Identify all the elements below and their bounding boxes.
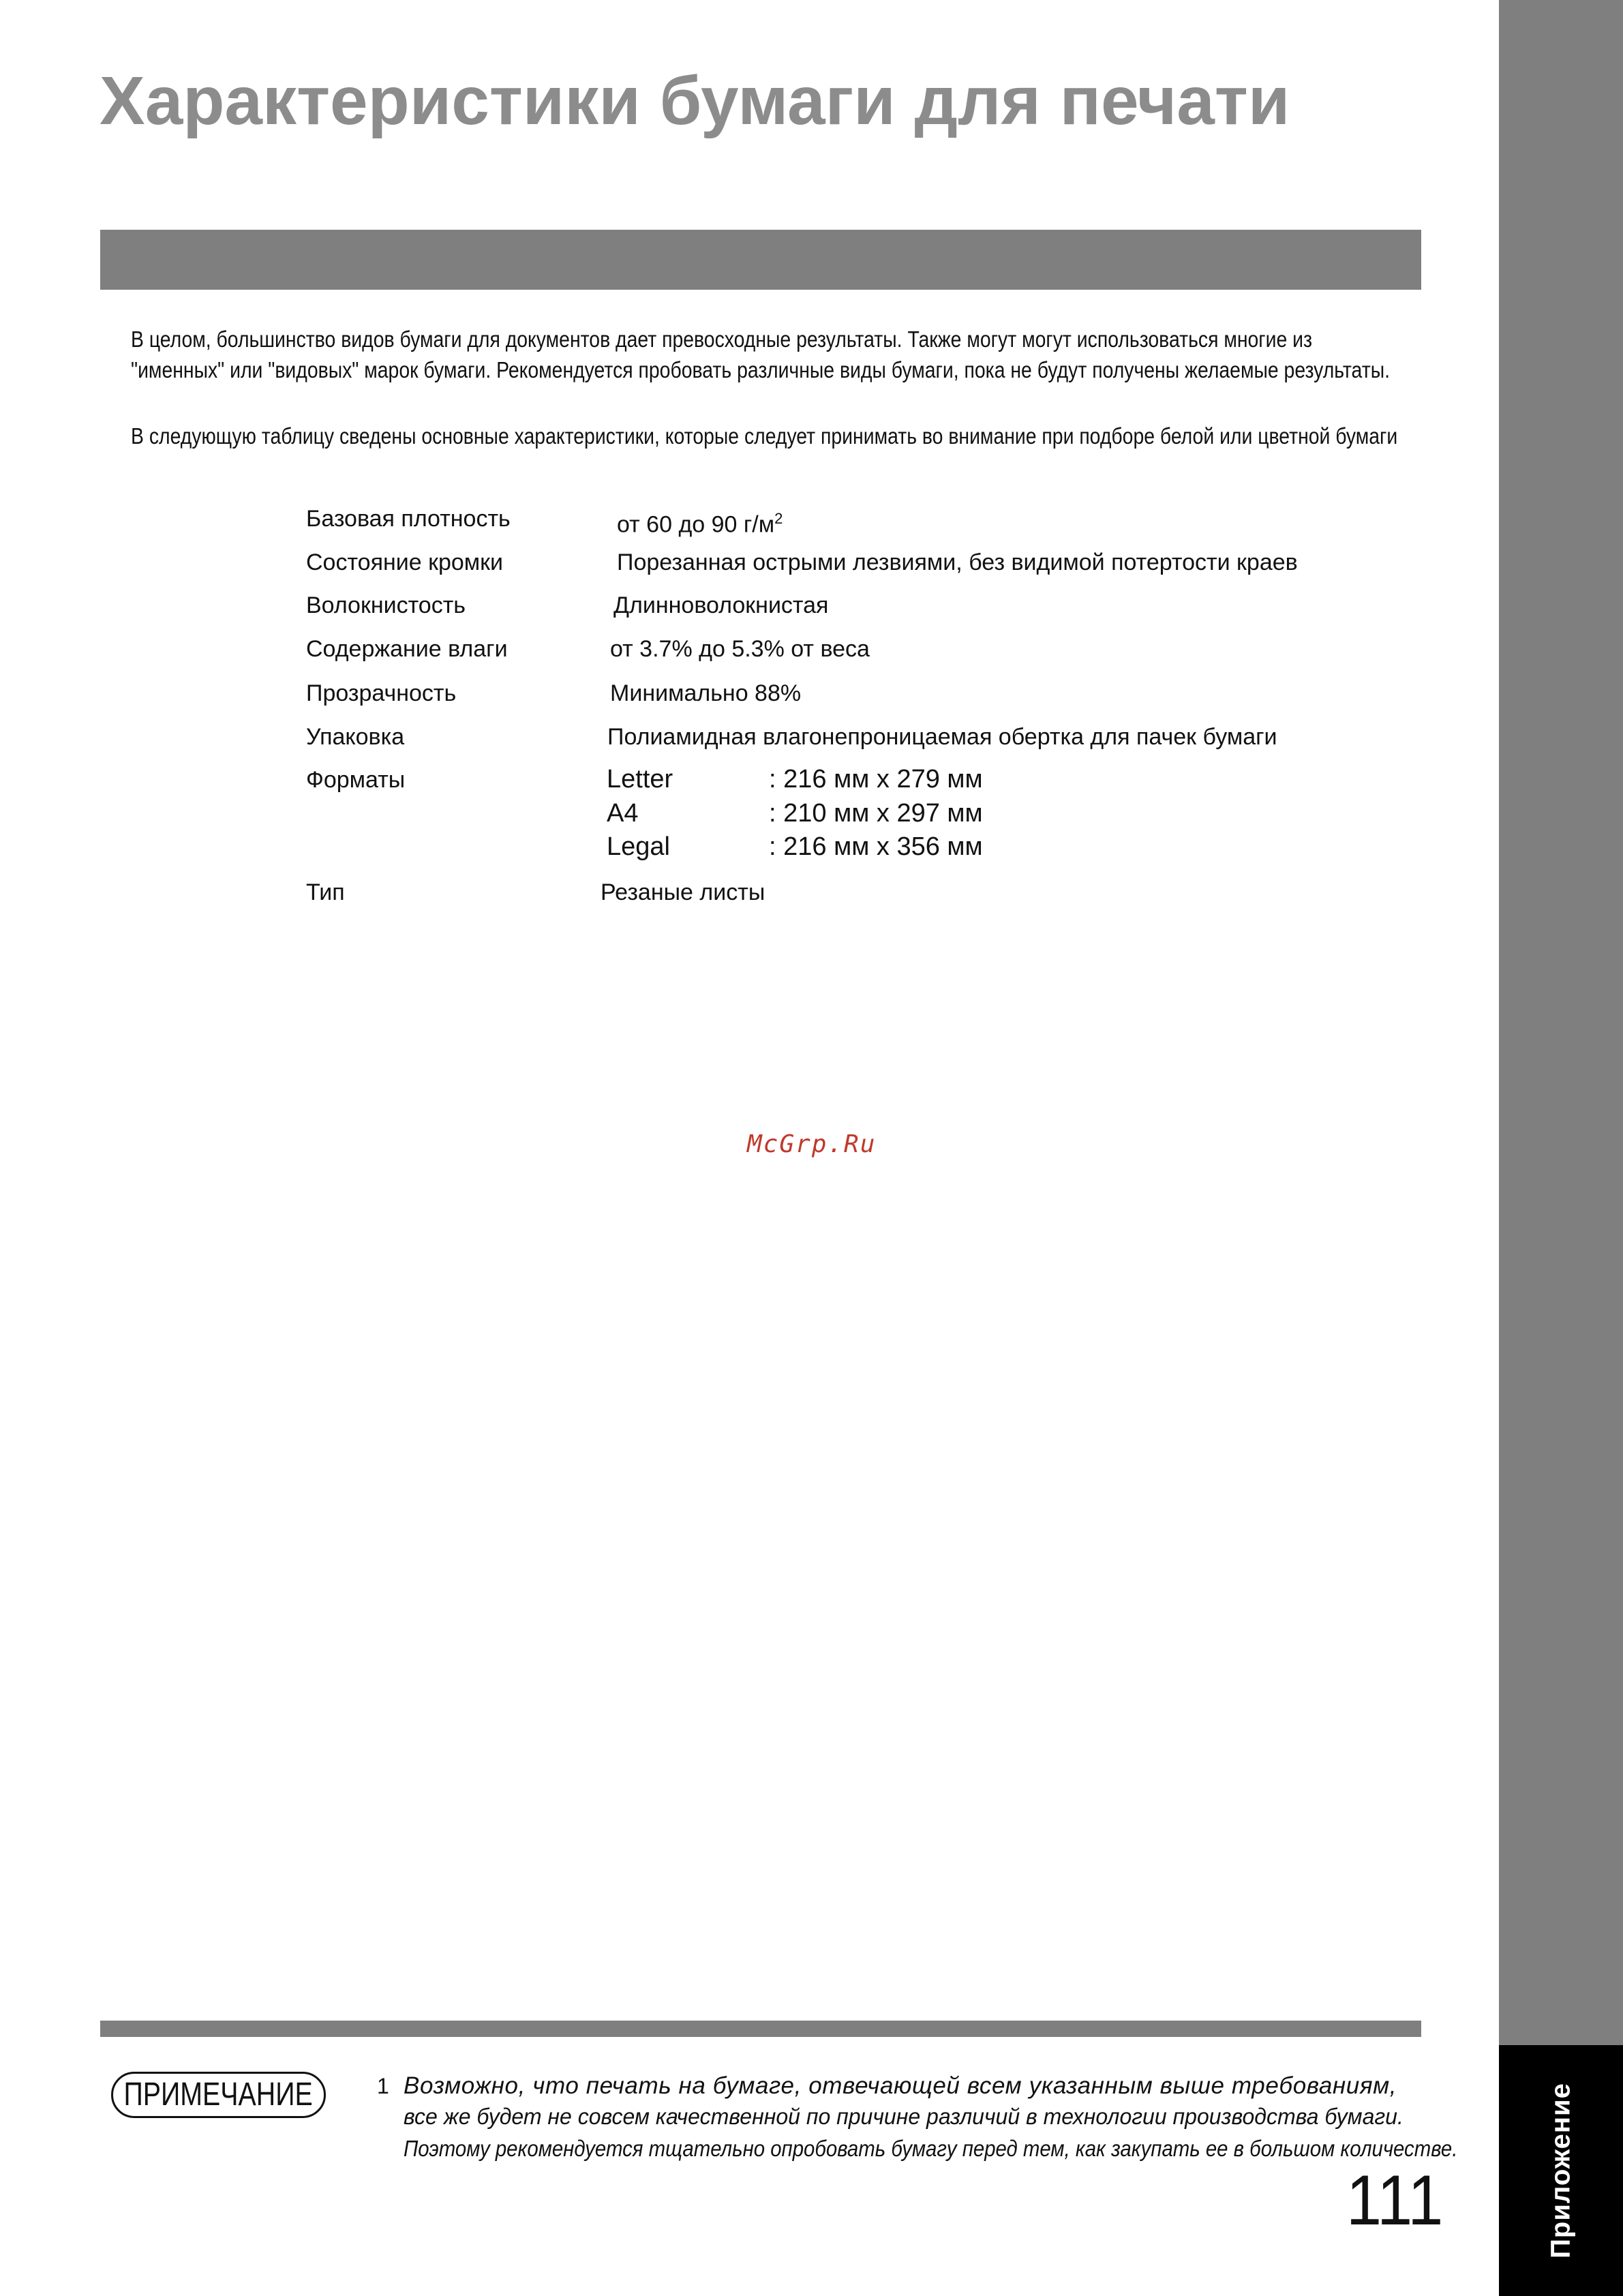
spec-value-text: от 60 до 90 г/м <box>617 511 775 538</box>
spec-label: Волокнистость <box>306 592 466 618</box>
format-name: Legal <box>607 832 670 861</box>
watermark: McGrp.Ru <box>747 1130 877 1158</box>
format-size: : 210 мм х 297 мм <box>769 799 983 828</box>
spec-label: Форматы <box>306 767 406 793</box>
side-tab-label: Приложение <box>1545 2083 1576 2259</box>
note-badge-label: ПРИМЕЧАНИЕ <box>123 2076 314 2113</box>
side-tab-appendix <box>1499 2045 1623 2296</box>
spec-value: Полиамидная влагонепроницаемая обертка для пачек бумаги <box>607 724 1277 750</box>
note-line-3: Поэтому рекомендуется тщательно опробовать бумагу перед тем, как закупать ее в большом количестве. <box>404 2136 1458 2161</box>
spec-value: от 3.7% до 5.3% от веса <box>610 636 870 662</box>
format-size: : 216 мм х 356 мм <box>769 832 983 861</box>
spec-value: Резаные листы <box>601 879 765 905</box>
spec-label: Содержание влаги <box>306 636 508 662</box>
side-bar <box>1499 0 1623 2045</box>
spec-label: Состояние кромки <box>306 549 504 575</box>
spec-label: Тип <box>306 879 345 905</box>
intro-line-1: В целом, большинство видов бумаги для документов дает превосходные результаты. Также могут могут использоваться многие из <box>131 327 1313 352</box>
intro-line-3: В следующую таблицу сведены основные характеристики, которые следует принимать во внимание при подборе белой или цветной бумаги <box>131 423 1398 449</box>
spec-value: Порезанная острыми лезвиями, без видимой потертости краев <box>617 549 1298 575</box>
format-name: Letter <box>607 765 673 794</box>
spec-label: Базовая плотность <box>306 506 511 532</box>
header-band <box>100 230 1421 290</box>
intro-line-2: "именных" или "видовых" марок бумаги. Рекомендуется пробовать различные виды бумаги, пока не будут получены желаемые результаты. <box>131 357 1391 382</box>
spec-value-superscript: 2 <box>774 510 783 527</box>
note-badge <box>111 2072 326 2118</box>
spec-label: Упаковка <box>306 724 405 750</box>
spec-label: Прозрачность <box>306 680 457 706</box>
note-number: 1 <box>377 2074 389 2098</box>
page-number: 111 <box>1346 2161 1444 2240</box>
format-name: A4 <box>607 799 639 828</box>
note-line-2: все же будет не совсем качественной по причине различий в технологии производства бумаги. <box>404 2104 1404 2129</box>
page-title: Характеристики бумаги для печати <box>100 63 1290 139</box>
spec-value: Длинноволокнистая <box>613 592 829 618</box>
footer-band <box>100 2021 1421 2037</box>
format-size: : 216 мм х 279 мм <box>769 765 983 794</box>
note-line-1: Возможно, что печать на бумаге, отвечающей всем указанным выше требованиям, <box>404 2072 1397 2099</box>
spec-value: Минимально 88% <box>610 680 802 706</box>
spec-value <box>617 504 783 539</box>
